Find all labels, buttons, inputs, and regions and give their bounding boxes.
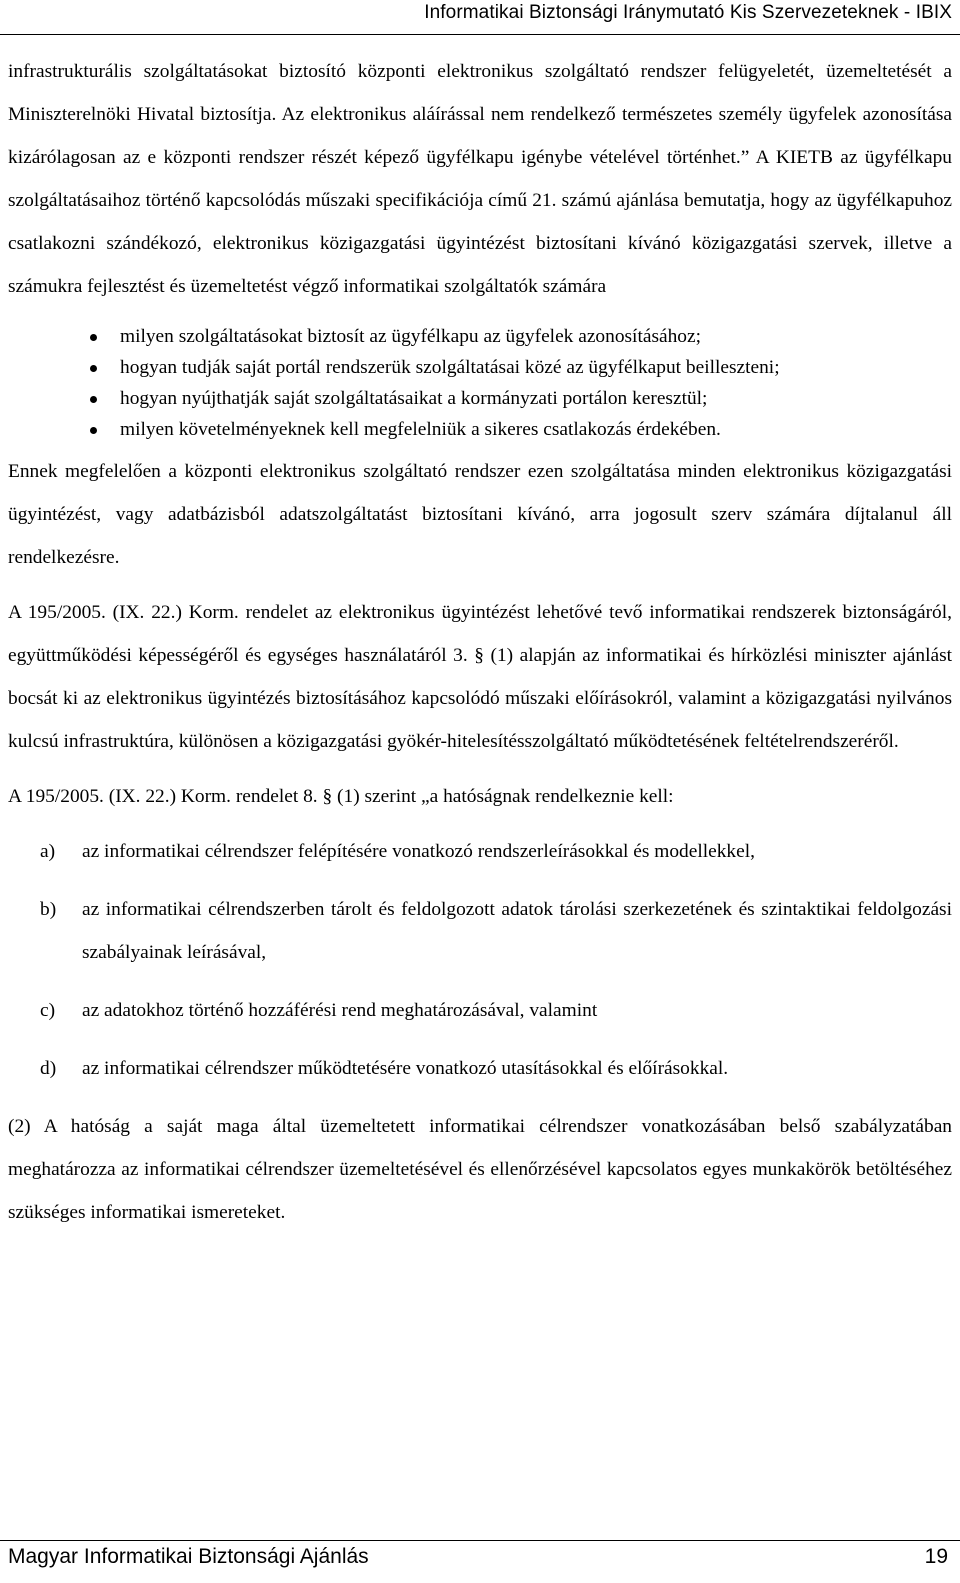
list-item <box>8 1047 952 1090</box>
bullet-dot-icon <box>90 396 97 403</box>
list-item-text: az informatikai célrendszer felépítésére vonatkozó rendszerleírásokkal és modellekkel, <box>82 841 755 862</box>
list-item-text: az adatokhoz történő hozzáférési rend meghatározásával, valamint <box>82 1000 598 1021</box>
bullet-dot-icon <box>90 427 97 434</box>
bullet-item <box>8 415 952 444</box>
list-marker: d) <box>40 1058 57 1079</box>
list-marker: c) <box>40 1000 56 1021</box>
page-header <box>0 0 960 40</box>
paragraph-3: A 195/2005. (IX. 22.) Korm. rendelet az elektronikus ügyintézést lehetővé tevő informatikai rendszerek biztonságáról, együttműködési képességéről és egységes használatáról 3. § (1) alapján az informatikai és hírközlési miniszter ajánlást bocsát ki az elektronikus ügyintézés biztosításához kapcsolódó műszaki előírásokról, valamint a közigazgatási nyilvános kulcsú infrastruktúra, különösen a közigazgatási gyökér-hitelesítésszolgáltató működtetésének feltételrendszeréről. <box>8 602 952 752</box>
paragraph-5: (2) A hatóság a saját maga által üzemeltetett informatikai célrendszer vonatkozásában belső szabályzatában meghatározza az informatikai célrendszer üzemeltetésével és ellenőrzésével kapcsolatos egyes munkakörök betöltéséhez szükséges informatikai ismereteket. <box>8 1116 952 1223</box>
bullet-text: milyen szolgáltatásokat biztosít az ügyfélkapu az ügyfelek azonosításához; <box>120 326 701 347</box>
page-footer <box>0 1535 960 1583</box>
bullet-text: hogyan nyújthatják saját szolgáltatásaikat a kormányzati portálon keresztül; <box>120 388 708 409</box>
paragraph-4: A 195/2005. (IX. 22.) Korm. rendelet 8. § (1) szerint „a hatóságnak rendelkeznie kell: <box>8 786 674 807</box>
paragraph-2: Ennek megfelelően a központi elektronikus szolgáltató rendszer ezen szolgáltatása minden elektronikus közigazgatási ügyintézést, vagy adatbázisból adatszolgáltatást biztosítani kívánó, arra jogosult szerv számára díjtalanul áll rendelkezésre. <box>8 461 952 568</box>
header-title: Informatikai Biztonsági Iránymutató Kis Szervezeteknek - IBIX <box>424 2 952 23</box>
list-item-text: az informatikai célrendszerben tárolt és feldolgozott adatok tárolási szerkezetének és szintaktikai feldolgozási szabályainak leírásával, <box>82 899 952 963</box>
bullet-dot-icon <box>90 334 97 341</box>
header-rule <box>0 34 960 35</box>
list-marker: a) <box>40 841 56 862</box>
list-item <box>8 830 952 873</box>
page-number: 19 <box>924 1545 948 1568</box>
bullet-dot-icon <box>90 365 97 372</box>
list-marker: b) <box>40 899 57 920</box>
bullet-list <box>8 322 952 444</box>
list-item <box>8 888 952 974</box>
footer-rule <box>0 1540 960 1541</box>
page-content <box>8 50 952 1234</box>
bullet-text: hogyan tudják saját portál rendszerük szolgáltatásai közé az ügyfélkaput beilleszteni; <box>120 357 780 378</box>
list-item-text: az informatikai célrendszer működtetésére vonatkozó utasításokkal és előírásokkal. <box>82 1058 729 1079</box>
footer-title: Magyar Informatikai Biztonsági Ajánlás <box>8 1545 369 1568</box>
bullet-item <box>8 353 952 382</box>
bullet-text: milyen követelményeknek kell megfelelniük a sikeres csatlakozás érdekében. <box>120 419 721 440</box>
list-item <box>8 989 952 1032</box>
bullet-item <box>8 322 952 351</box>
bullet-item <box>8 384 952 413</box>
paragraph-1: infrastrukturális szolgáltatásokat biztosító központi elektronikus szolgáltató rendszer felügyeletét, üzemeltetését a Miniszterelnöki Hivatal biztosítja. Az elektronikus aláírással nem rendelkező természetes személy ügyfelek azonosítása kizárólagosan az e központi rendszer részét képező ügyfélkapu igénybe vételével történhet.” A KIETB az ügyfélkapu szolgáltatásaihoz történő kapcsolódás műszaki specifikációja című 21. számú ajánlása bemutatja, hogy az ügyfélkapuhoz csatlakozni szándékozó, elektronikus közigazgatási ügyintézést biztosítani kívánó közigazgatási szervek, illetve a számukra fejlesztést és üzemeltetést végző informatikai szolgáltatók számára <box>8 61 952 297</box>
lettered-list <box>8 830 952 1090</box>
